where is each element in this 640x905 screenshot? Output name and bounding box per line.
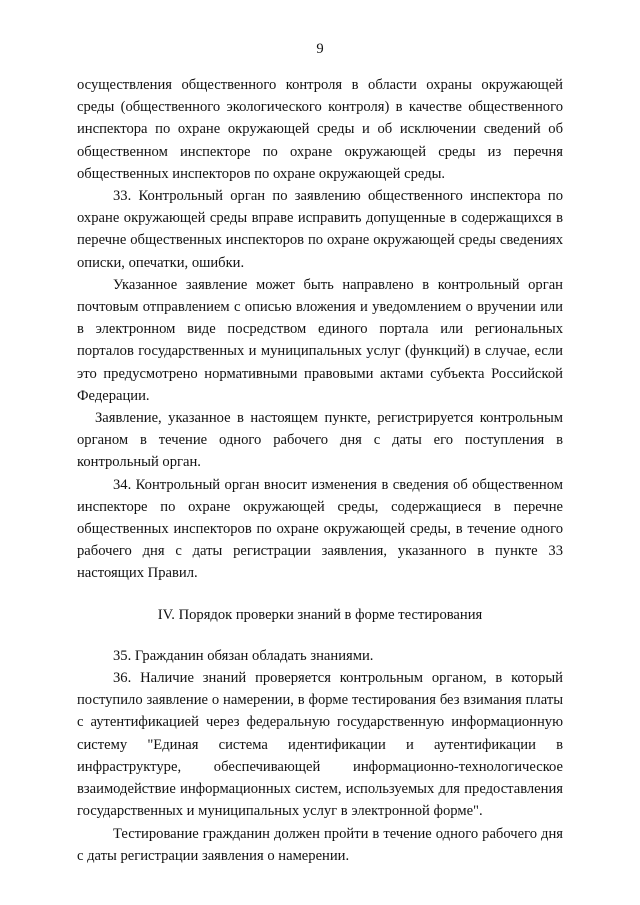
paragraph-application-submission: Указанное заявление может быть направлено в контрольный орган почтовым отправлением с описью вложения и уведомлением о вручении или в электронном виде посредством единого портала или региональных порталов государственных и муниципальных услуг (функций) в случае, если это предусмотрено нормативными правовыми актами субъекта Российской Федерации.	[77, 276, 563, 404]
paragraph-continuation: осуществления общественного контроля в области охраны окружающей среды (общественного экологического контроля) в качестве общественного инспектора по охране окружающей среды и об исключении сведений об общественном инспекторе по охране окружающей среды из перечня общественных инспекторов по охране окружающей среды.	[77, 77, 563, 182]
paragraph-clause-35: 35. Гражданин обязан обладать знаниями.	[113, 647, 374, 664]
paragraph-testing-deadline: Тестирование гражданин должен пройти в течение одного рабочего дня с даты регистрации заявления о намерении.	[77, 825, 563, 864]
paragraph-application-registration: Заявление, указанное в настоящем пункте, регистрируется контрольным органом в течение одного рабочего дня с даты его поступления в контрольный орган.	[77, 410, 563, 471]
paragraph-clause-36: 36. Наличие знаний проверяется контрольным органом, в который поступило заявление о намерении, в форме тестирования без взимания платы с аутентификацией через федеральную государственную информационную систему "Единая система идентификации и аутентификации в инфраструктуре, обеспечивающей информационно-технологическое взаимодействие информационных систем, используемых для предоставления государственных и муниципальных услуг в электронной форме".	[77, 670, 563, 820]
document-body	[77, 74, 563, 867]
page-number: 9	[316, 41, 324, 57]
paragraph-clause-34: 34. Контрольный орган вносит изменения в сведения об общественном инспекторе по охране окружающей среды, содержащиеся в перечне общественных инспекторов по охране окружающей среды, в течение одного рабочего дня с даты регистрации заявления, указанного в пункте 33 настоящих Правил.	[77, 476, 563, 582]
paragraph-clause-33: 33. Контрольный орган по заявлению общественного инспектора по охране окружающей среды вправе исправить допущенные в содержащихся в перечне общественных инспекторов по охране окружающей среды сведениях описки, опечатки, ошибки.	[77, 188, 563, 271]
section-heading: IV. Порядок проверки знаний в форме тестирования	[157, 606, 483, 623]
